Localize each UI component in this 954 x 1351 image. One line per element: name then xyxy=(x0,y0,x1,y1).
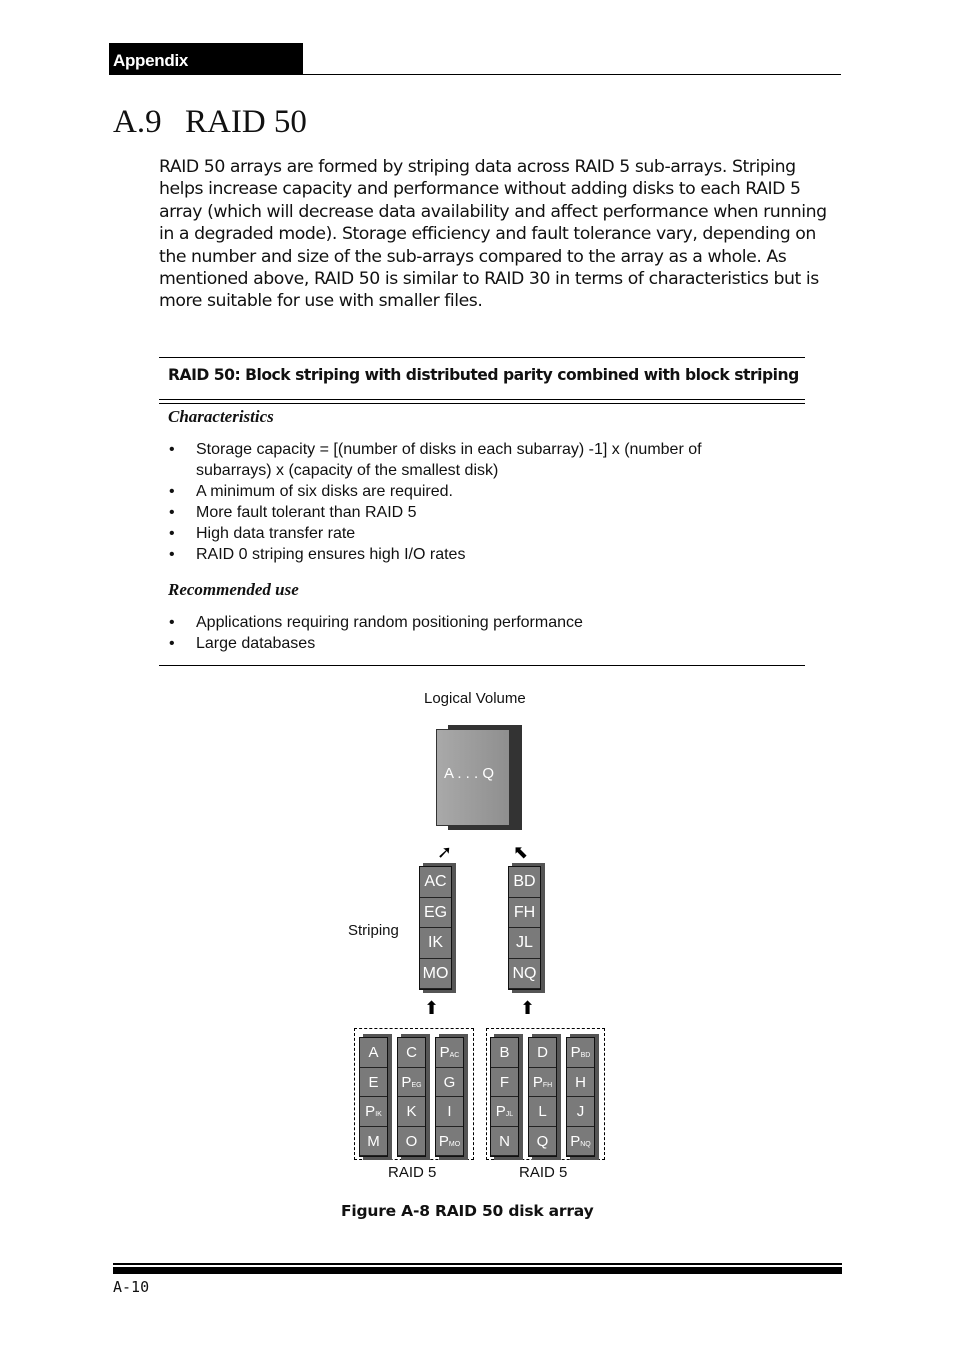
disk-block: PAC xyxy=(436,1038,463,1068)
arrow-up-icon: ⬆ xyxy=(424,998,440,1018)
footer-rule-thick xyxy=(113,1267,842,1274)
disk-block: PNQ xyxy=(567,1127,594,1157)
raid5-disk xyxy=(435,1037,464,1157)
raid5-disk xyxy=(397,1037,426,1157)
disk-block: Q xyxy=(529,1127,556,1157)
table-bottom-rule xyxy=(159,665,805,666)
disk-block: B xyxy=(491,1038,518,1068)
disk-block: F xyxy=(491,1068,518,1098)
disk-block: O xyxy=(398,1127,425,1157)
disk-block: I xyxy=(436,1097,463,1127)
table-heading-rule-2 xyxy=(159,403,805,404)
stripe-block: FH xyxy=(509,898,540,929)
arrow-up-left-icon: ⬉ xyxy=(513,842,529,862)
characteristics-list xyxy=(169,439,779,565)
arrow-up-icon: ⬆ xyxy=(520,998,536,1018)
stripe-block: MO xyxy=(420,959,451,990)
disk-block: PFH xyxy=(529,1068,556,1098)
intro-paragraph: RAID 50 arrays are formed by striping data across RAID 5 sub-arrays. Striping helps increase capacity and performance without adding disks to each RAID 5 array (which will decrease data availability and affect performance when running in a degraded mode). Storage efficiency and fault tolerance vary, depending on the number and size of the sub-arrays compared to the array as a whole. As mentioned above, RAID 50 is similar to RAID 30 in terms of characteristics but is more suitable for use with smaller files. xyxy=(159,157,827,312)
stripe-block: IK xyxy=(420,928,451,959)
list-item: • RAID 0 striping ensures high I/O rates xyxy=(169,544,779,565)
list-item: • More fault tolerant than RAID 5 xyxy=(169,502,779,523)
stripe-stack-right xyxy=(508,866,541,990)
list-item: • Storage capacity = [(number of disks in each subarray) -1] x (number of subarrays) x (capacity of the smallest disk) xyxy=(169,439,779,481)
recommended-list xyxy=(169,612,779,654)
logical-volume-text: A . . . Q xyxy=(444,765,495,782)
section-name: RAID 50 xyxy=(185,104,307,140)
disk-block: N xyxy=(491,1127,518,1157)
list-item: • Large databases xyxy=(169,633,779,654)
table-heading: RAID 50: Block striping with distributed parity combined with block striping xyxy=(168,366,799,384)
recommended-use-heading: Recommended use xyxy=(168,580,299,599)
raid5-disk xyxy=(490,1037,519,1157)
disk-block: PMO xyxy=(436,1127,463,1157)
raid5-disk xyxy=(528,1037,557,1157)
characteristics-heading: Characteristics xyxy=(168,407,274,426)
disk-block: H xyxy=(567,1068,594,1098)
stripe-block: EG xyxy=(420,898,451,929)
figure-caption: Figure A-8 RAID 50 disk array xyxy=(341,1202,594,1220)
raid5-label-left: RAID 5 xyxy=(388,1164,437,1181)
list-item: • High data transfer rate xyxy=(169,523,779,544)
table-top-rule xyxy=(159,357,805,358)
disk-block: E xyxy=(360,1068,387,1098)
disk-block: L xyxy=(529,1097,556,1127)
disk-block: M xyxy=(360,1127,387,1157)
list-item: • Applications requiring random positioning performance xyxy=(169,612,779,633)
section-title xyxy=(113,104,307,141)
striping-label: Striping xyxy=(348,922,399,939)
disk-block: J xyxy=(567,1097,594,1127)
disk-block: PIK xyxy=(360,1097,387,1127)
section-number: A.9 xyxy=(113,104,162,140)
stripe-block: NQ xyxy=(509,959,540,990)
raid5-label-right: RAID 5 xyxy=(519,1164,568,1181)
stripe-block: JL xyxy=(509,928,540,959)
stripe-block: BD xyxy=(509,867,540,898)
stripe-block: AC xyxy=(420,867,451,898)
list-item: • A minimum of six disks are required. xyxy=(169,481,779,502)
footer-rule-thin xyxy=(113,1263,842,1265)
stripe-stack-left xyxy=(419,866,452,990)
disk-block: PEG xyxy=(398,1068,425,1098)
appendix-tab: Appendix xyxy=(109,43,303,75)
disk-block: PJL xyxy=(491,1097,518,1127)
disk-block: A xyxy=(360,1038,387,1068)
raid5-disk xyxy=(566,1037,595,1157)
logical-volume-label: Logical Volume xyxy=(424,690,526,707)
disk-block: PBD xyxy=(567,1038,594,1068)
disk-block: D xyxy=(529,1038,556,1068)
header-rule xyxy=(303,74,841,75)
disk-block: C xyxy=(398,1038,425,1068)
table-heading-rule-1 xyxy=(159,399,805,400)
disk-block: K xyxy=(398,1097,425,1127)
raid5-disk xyxy=(359,1037,388,1157)
disk-block: G xyxy=(436,1068,463,1098)
page-number: A-10 xyxy=(113,1278,150,1296)
arrow-up-right-icon: ➚ xyxy=(437,842,453,862)
